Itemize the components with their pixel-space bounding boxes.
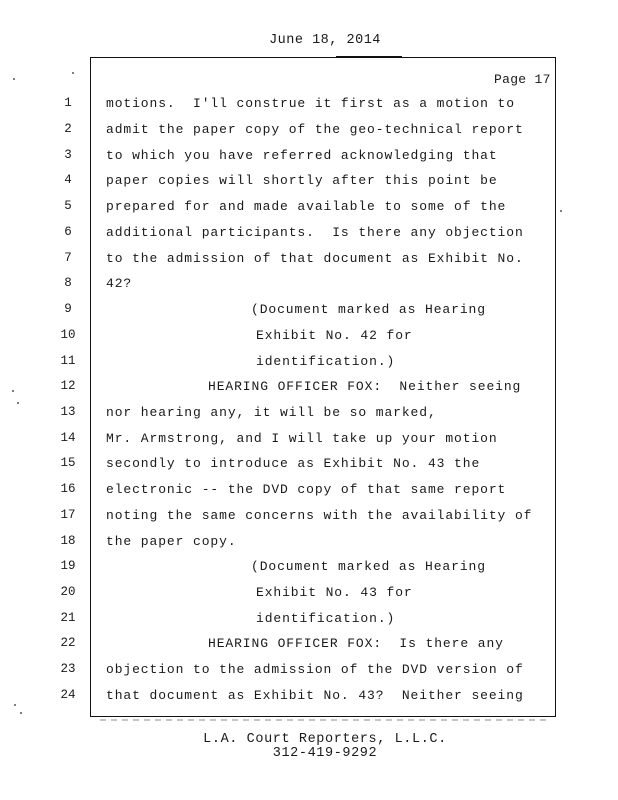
line-number: 13 bbox=[60, 405, 76, 419]
line-number: 1 bbox=[64, 96, 72, 110]
scan-speck bbox=[12, 390, 14, 392]
line-number: 9 bbox=[64, 302, 72, 316]
transcript-line: HEARING OFFICER FOX: Is there any bbox=[208, 636, 504, 651]
scan-speck bbox=[20, 712, 22, 714]
line-number: 15 bbox=[60, 456, 76, 470]
transcript-line: admit the paper copy of the geo-technical report bbox=[106, 122, 524, 137]
page-number-label: Page 17 bbox=[494, 72, 551, 87]
transcript-line: that document as Exhibit No. 43? Neither seeing bbox=[106, 688, 524, 703]
transcript-line: noting the same concerns with the availability of bbox=[106, 508, 533, 523]
transcript-line: the paper copy. bbox=[106, 534, 237, 549]
line-number: 22 bbox=[60, 636, 76, 650]
transcript-line: identification.) bbox=[256, 611, 396, 626]
transcript-line: HEARING OFFICER FOX: Neither seeing bbox=[208, 379, 522, 394]
line-number: 21 bbox=[60, 611, 76, 625]
scan-speck bbox=[17, 402, 19, 404]
line-number: 8 bbox=[64, 276, 72, 290]
transcript-line: prepared for and made available to some of the bbox=[106, 199, 507, 214]
reporter-phone: 312-419-9292 bbox=[272, 746, 378, 761]
transcript-line: secondly to introduce as Exhibit No. 43 the bbox=[106, 456, 481, 471]
reporter-company: L.A. Court Reporters, L.L.C. bbox=[203, 732, 447, 747]
line-number: 16 bbox=[60, 482, 76, 496]
line-number: 23 bbox=[60, 662, 76, 676]
line-number: 12 bbox=[60, 379, 76, 393]
scan-smudge bbox=[100, 719, 550, 721]
line-number: 19 bbox=[60, 559, 76, 573]
scan-speck bbox=[560, 210, 562, 212]
scan-speck bbox=[72, 72, 74, 74]
transcript-line: Exhibit No. 42 for bbox=[256, 328, 413, 343]
line-number: 20 bbox=[60, 585, 76, 599]
transcript-line: (Document marked as Hearing bbox=[251, 559, 486, 574]
transcript-line: Mr. Armstrong, and I will take up your motion bbox=[106, 431, 498, 446]
line-number: 24 bbox=[60, 688, 76, 702]
transcript-line: to the admission of that document as Exhibit No. bbox=[106, 251, 524, 266]
line-number: 5 bbox=[64, 199, 72, 213]
line-number: 17 bbox=[60, 508, 76, 522]
transcript-line: Exhibit No. 43 for bbox=[256, 585, 413, 600]
line-number: 14 bbox=[60, 431, 76, 445]
line-number: 10 bbox=[60, 328, 76, 342]
line-number: 3 bbox=[64, 148, 72, 162]
line-number: 18 bbox=[60, 534, 76, 548]
transcript-line: paper copies will shortly after this point be bbox=[106, 173, 498, 188]
line-number: 11 bbox=[60, 354, 76, 368]
scan-speck bbox=[14, 704, 16, 706]
transcript-date: June 18, 2014 bbox=[269, 33, 381, 48]
transcript-line: 42? bbox=[106, 276, 133, 291]
transcript-line: nor hearing any, it will be so marked, bbox=[106, 405, 437, 420]
transcript-line: electronic -- the DVD copy of that same report bbox=[106, 482, 507, 497]
transcript-line: motions. I'll construe it first as a motion to bbox=[106, 96, 515, 111]
transcript-line: (Document marked as Hearing bbox=[251, 302, 486, 317]
line-number: 2 bbox=[64, 122, 72, 136]
transcript-line: identification.) bbox=[256, 354, 396, 369]
transcript-line: to which you have referred acknowledging that bbox=[106, 148, 498, 163]
line-number: 4 bbox=[64, 173, 72, 187]
transcript-line: additional participants. Is there any objection bbox=[106, 225, 524, 240]
transcript-line: objection to the admission of the DVD version of bbox=[106, 662, 524, 677]
line-number: 7 bbox=[64, 251, 72, 265]
scan-speck bbox=[13, 78, 15, 80]
line-number: 6 bbox=[64, 225, 72, 239]
